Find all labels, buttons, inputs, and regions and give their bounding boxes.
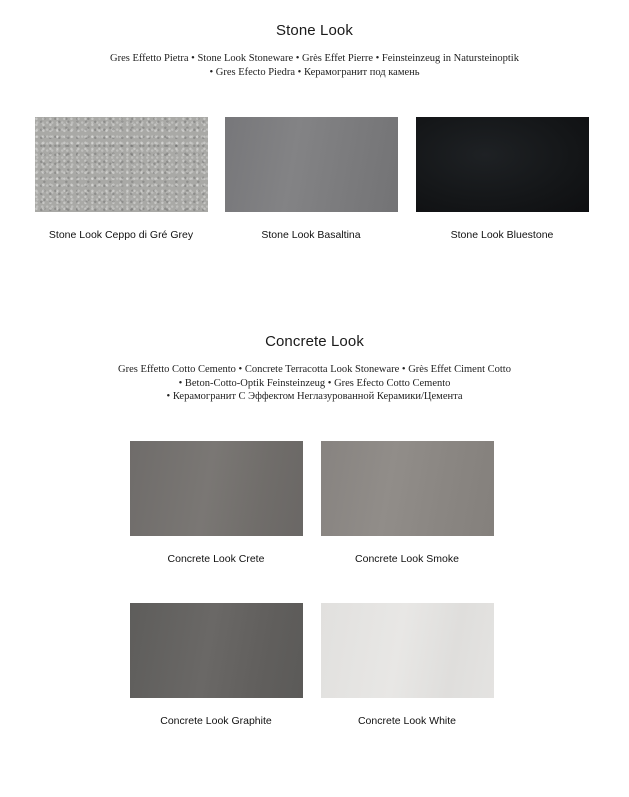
caption-white: Concrete Look White — [357, 715, 457, 727]
concrete-look-title: Concrete Look — [265, 333, 364, 350]
concrete-subtitle-line-3: • Керамогранит С Эффектом Неглазурованной Керамики/Цемента — [166, 391, 463, 402]
swatch-white[interactable] — [321, 603, 494, 698]
swatch-smoke[interactable] — [321, 441, 494, 536]
swatch-basaltina[interactable] — [225, 117, 398, 212]
swatch-graphite[interactable] — [130, 603, 303, 698]
concrete-subtitle-line-1: Gres Effetto Cotto Cemento • Concrete Terracotta Look Stoneware • Grès Effet Ciment Cotto — [118, 364, 511, 375]
swatch-ceppo-di-gre-grey[interactable] — [35, 117, 208, 212]
caption-bluestone: Stone Look Bluestone — [450, 229, 554, 241]
swatch-crete[interactable] — [130, 441, 303, 536]
swatch-bluestone[interactable] — [416, 117, 589, 212]
caption-basaltina: Stone Look Basaltina — [261, 229, 361, 241]
caption-smoke: Concrete Look Smoke — [355, 553, 459, 565]
stone-subtitle-line-2: • Gres Efecto Piedra • Керамогранит под камень — [209, 66, 420, 78]
stone-look-title: Stone Look — [276, 22, 353, 39]
caption-ceppo-di-gre-grey: Stone Look Ceppo di Gré Grey — [48, 229, 194, 241]
concrete-subtitle-line-2: • Beton-Cotto-Optik Feinsteinzeug • Gres Efecto Cotto Cemento — [178, 377, 451, 389]
concrete-look-subtitle — [0, 363, 629, 404]
stone-subtitle-line-1: Gres Effetto Pietra • Stone Look Stoneware • Grès Effet Pierre • Feinsteinzeug in Natursteinoptik — [110, 53, 519, 64]
caption-crete: Concrete Look Crete — [167, 553, 265, 565]
caption-graphite: Concrete Look Graphite — [160, 715, 272, 727]
stone-look-subtitle — [0, 52, 629, 79]
